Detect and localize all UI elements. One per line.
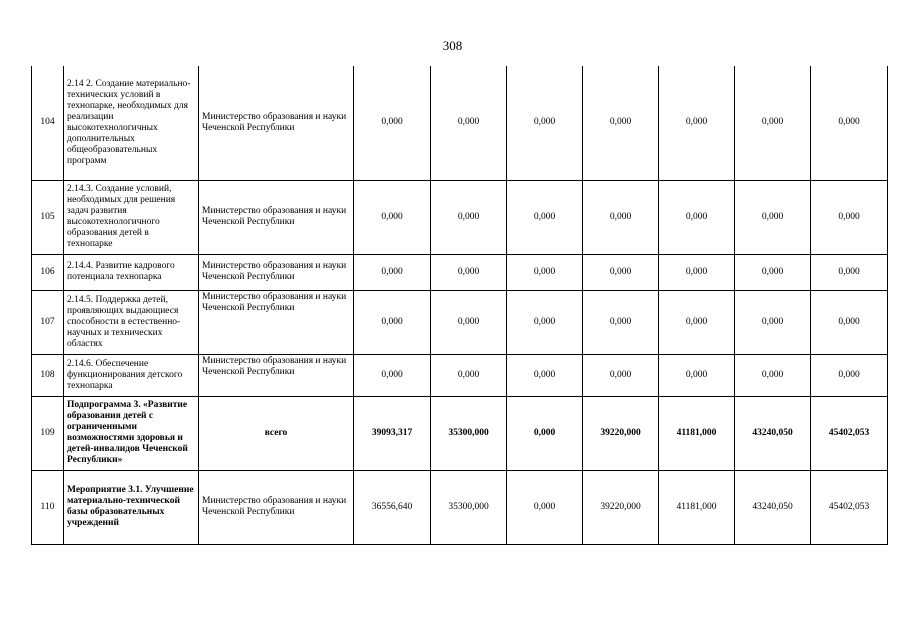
table-row [32, 396, 888, 470]
value-cell: 0,000 [354, 290, 431, 354]
activity-name: Подпрограмма 3. «Развитие образования детей с ограниченными возможностями здоровья и детей-инвалидов Чеченской Республики» [64, 396, 199, 470]
value-cell: 0,000 [659, 254, 735, 290]
activity-name: Мероприятие 3.1. Улучшение материально-технической базы образовательных учреждений [64, 470, 199, 544]
page-number: 308 [442, 38, 463, 53]
value-cell: 0,000 [735, 354, 811, 396]
value-cell: 41181,000 [659, 396, 735, 470]
value-cell: 0,000 [583, 254, 659, 290]
value-cell: 0,000 [583, 354, 659, 396]
row-number: 110 [32, 470, 64, 544]
value-cell: 45402,053 [811, 470, 888, 544]
value-cell: 0,000 [735, 180, 811, 254]
row-number: 108 [32, 354, 64, 396]
value-cell: 0,000 [811, 180, 888, 254]
responsible-party: Министерство образования и науки Чеченской Республики [199, 254, 354, 290]
value-cell: 0,000 [735, 254, 811, 290]
activity-name: 2.14.6. Обеспечение функционирования детского технопарка [64, 354, 199, 396]
value-cell: 39220,000 [583, 470, 659, 544]
value-cell: 0,000 [811, 290, 888, 354]
value-cell: 43240,050 [735, 396, 811, 470]
value-cell: 45402,053 [811, 396, 888, 470]
table-row [32, 290, 888, 354]
value-cell: 35300,000 [431, 396, 507, 470]
value-cell: 0,000 [354, 354, 431, 396]
responsible-party: Министерство образования и науки Чеченской Республики [199, 290, 354, 354]
value-cell: 39093,317 [354, 396, 431, 470]
value-cell: 0,000 [354, 180, 431, 254]
value-cell: 0,000 [507, 396, 583, 470]
value-cell: 0,000 [659, 66, 735, 180]
value-cell: 0,000 [659, 180, 735, 254]
value-cell: 0,000 [659, 354, 735, 396]
row-number: 107 [32, 290, 64, 354]
responsible-party: Министерство образования и науки Чеченской Республики [199, 470, 354, 544]
value-cell: 0,000 [583, 290, 659, 354]
value-cell: 0,000 [431, 354, 507, 396]
value-cell: 0,000 [431, 254, 507, 290]
value-cell: 35300,000 [431, 470, 507, 544]
value-cell: 0,000 [354, 66, 431, 180]
value-cell: 0,000 [735, 290, 811, 354]
value-cell: 36556,640 [354, 470, 431, 544]
value-cell: 39220,000 [583, 396, 659, 470]
value-cell: 0,000 [583, 180, 659, 254]
activity-name: 2.14 2. Создание материально-технических условий в технопарке, необходимых для реализации высокотехнологичных дополнительных общеобразовательных программ [64, 66, 199, 180]
value-cell: 0,000 [583, 66, 659, 180]
budget-table [31, 66, 888, 545]
value-cell: 0,000 [431, 290, 507, 354]
value-cell: 0,000 [431, 66, 507, 180]
activity-name: 2.14.3. Создание условий, необходимых для решения задач развития высокотехнологичного образования детей в технопарке [64, 180, 199, 254]
row-number: 104 [32, 66, 64, 180]
value-cell: 43240,050 [735, 470, 811, 544]
value-cell: 0,000 [811, 66, 888, 180]
table-row [32, 180, 888, 254]
value-cell: 0,000 [811, 254, 888, 290]
value-cell: 0,000 [431, 180, 507, 254]
table-row [32, 66, 888, 180]
value-cell: 0,000 [507, 66, 583, 180]
responsible-party: Министерство образования и науки Чеченской Республики [199, 180, 354, 254]
activity-name: 2.14.5. Поддержка детей, проявляющих выдающиеся способности в естественно-научных и технических областях [64, 290, 199, 354]
activity-name: 2.14.4. Развитие кадрового потенциала технопарка [64, 254, 199, 290]
table-row [32, 470, 888, 544]
row-number: 106 [32, 254, 64, 290]
value-cell: 0,000 [354, 254, 431, 290]
value-cell: 0,000 [507, 180, 583, 254]
value-cell: 0,000 [659, 290, 735, 354]
table-row [32, 254, 888, 290]
value-cell: 41181,000 [659, 470, 735, 544]
row-number: 105 [32, 180, 64, 254]
table-row [32, 354, 888, 396]
row-number: 109 [32, 396, 64, 470]
value-cell: 0,000 [507, 254, 583, 290]
responsible-party: всего [199, 396, 354, 470]
value-cell: 0,000 [735, 66, 811, 180]
value-cell: 0,000 [811, 354, 888, 396]
responsible-party: Министерство образования и науки Чеченской Республики [199, 66, 354, 180]
value-cell: 0,000 [507, 470, 583, 544]
value-cell: 0,000 [507, 290, 583, 354]
responsible-party: Министерство образования и науки Чеченской Республики [199, 354, 354, 396]
value-cell: 0,000 [507, 354, 583, 396]
